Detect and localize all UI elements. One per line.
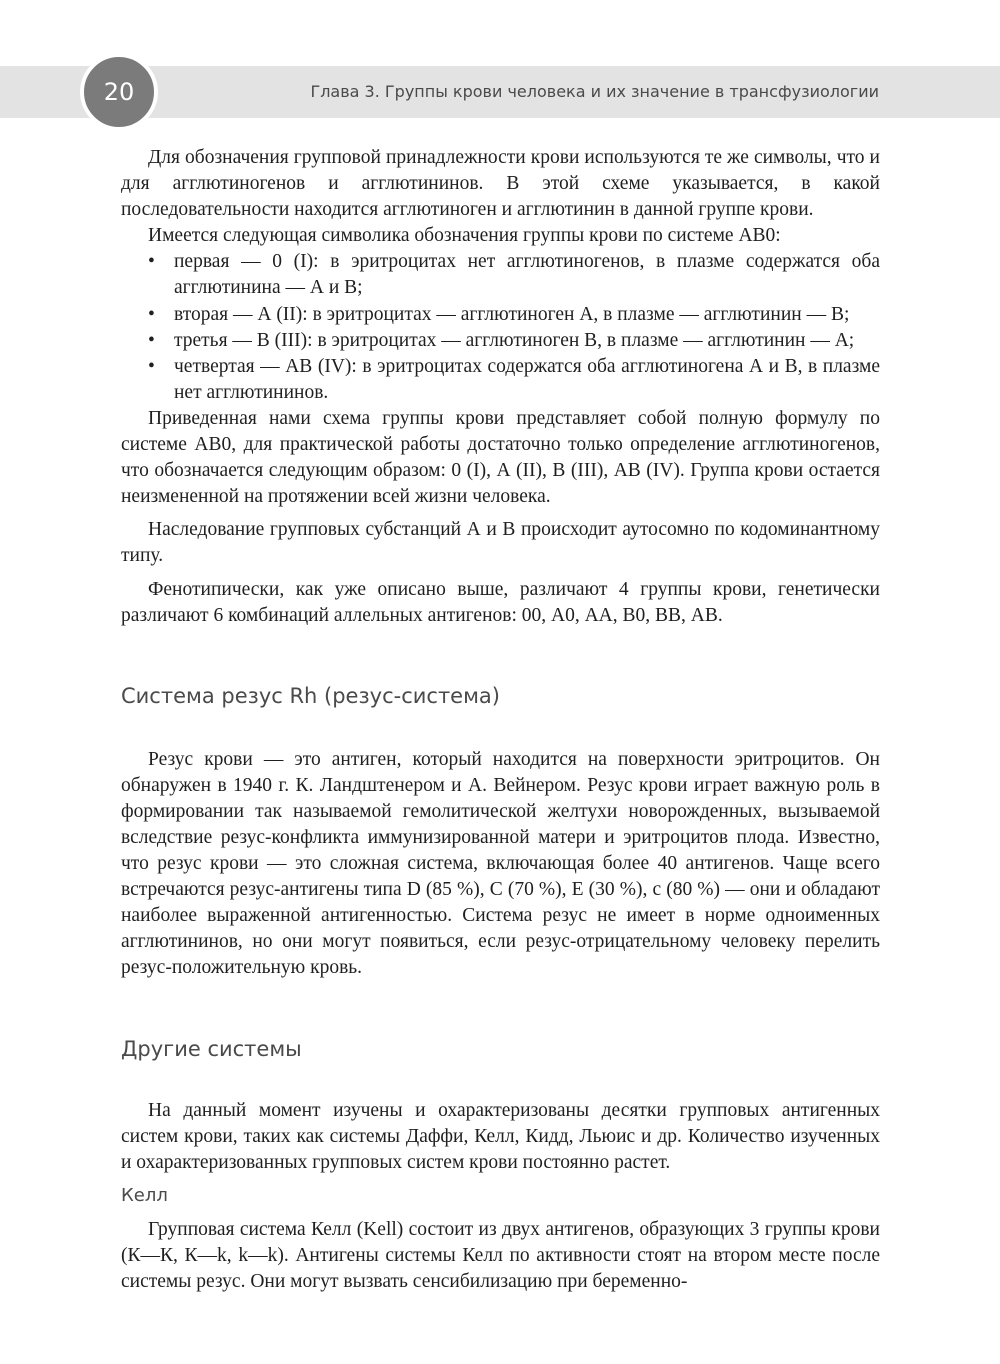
blood-group-list	[121, 249, 880, 406]
page-body	[121, 145, 880, 1295]
page-number: 20	[103, 78, 135, 106]
page-number-badge	[80, 53, 158, 131]
list-item: • вторая — А (II): в эритроцитах — агглютиноген А, в плазме — агглютинин — В;	[121, 302, 880, 328]
section-heading-other: Другие системы	[121, 1036, 302, 1061]
section-heading-rh: Система резус Rh (резус-система)	[121, 683, 500, 708]
paragraph: Групповая система Келл (Kell) состоит из двух антигенов, образующих 3 группы крови (К—К, К—k, k—k). Антигены системы Келл по активности стоят на втором месте после системы резус. Они могут вызвать сенсибилизацию при беременно-	[121, 1218, 880, 1292]
paragraph: Имеется следующая символика обозначения группы крови по системе АВ0:	[148, 225, 781, 247]
paragraph: Наследование групповых субстанций А и В происходит аутосомно по кодоминантному типу.	[121, 519, 880, 567]
paragraph: Фенотипически, как уже описано выше, различают 4 группы крови, генетически различают 6 комбинаций аллельных антигенов: 00, А0, АА, В0, ВВ, АВ.	[121, 578, 880, 626]
list-item: • четвертая — АВ (IV): в эритроцитах содержатся оба агглютиногена А и В, в плазме нет агглютининов.	[121, 354, 880, 406]
list-item: • третья — В (III): в эритроцитах — агглютиноген В, в плазме — агглютинин — А;	[121, 328, 880, 354]
paragraph: На данный момент изучены и охарактеризованы десятки групповых антигенных систем крови, таких как системы Даффи, Келл, Кидд, Льюис и др. Количество изученных и охарактеризованных групповых систем крови постоянно растет.	[121, 1099, 880, 1173]
paragraph: Для обозначения групповой принадлежности крови используются те же символы, что и для агглютиногенов и агглютининов. В этой схеме указывается, в какой последовательности находится агглютиноген и агглютинин в данной группе крови.	[121, 147, 880, 221]
chapter-title: Глава 3. Группы крови человека и их значение в трансфузиологии	[310, 82, 879, 101]
paragraph: Резус крови — это антиген, который находится на поверхности эритроцитов. Он обнаружен в 1940 г. К. Ландштенером и А. Вейнером. Резус крови играет важную роль в формировании так называемой гемолитической желтухи новорожденных, вызываемой вследствие резус-конфликта иммунизированной матери и эритроцитов плода. Известно, что резус крови — это сложная система, включающая более 40 антигенов. Чаще всего встречаются резус-антигены типа D (85 %), С (70 %), Е (30 %), с (80 %) — они и обладают наиболее выраженной антигенностью. Система резус не имеет в норме одноименных агглютининов, но они могут появиться, если резус-отрицательному человеку перелить резус-положительную кровь.	[121, 748, 880, 979]
list-item: • первая — 0 (I): в эритроцитах нет агглютиногенов, в плазме содержатся оба агглютинина — А и В;	[121, 249, 880, 301]
subsection-heading-kell: Келл	[121, 1184, 168, 1206]
paragraph: Приведенная нами схема группы крови представляет собой полную формулу по системе АВ0, для практической работы достаточно только определение агглютиногенов, что обозначается следующим образом: 0 (I), А (II), В (III), АВ (IV). Группа крови остается неизмененной на протяжении всей жизни человека.	[121, 407, 880, 508]
